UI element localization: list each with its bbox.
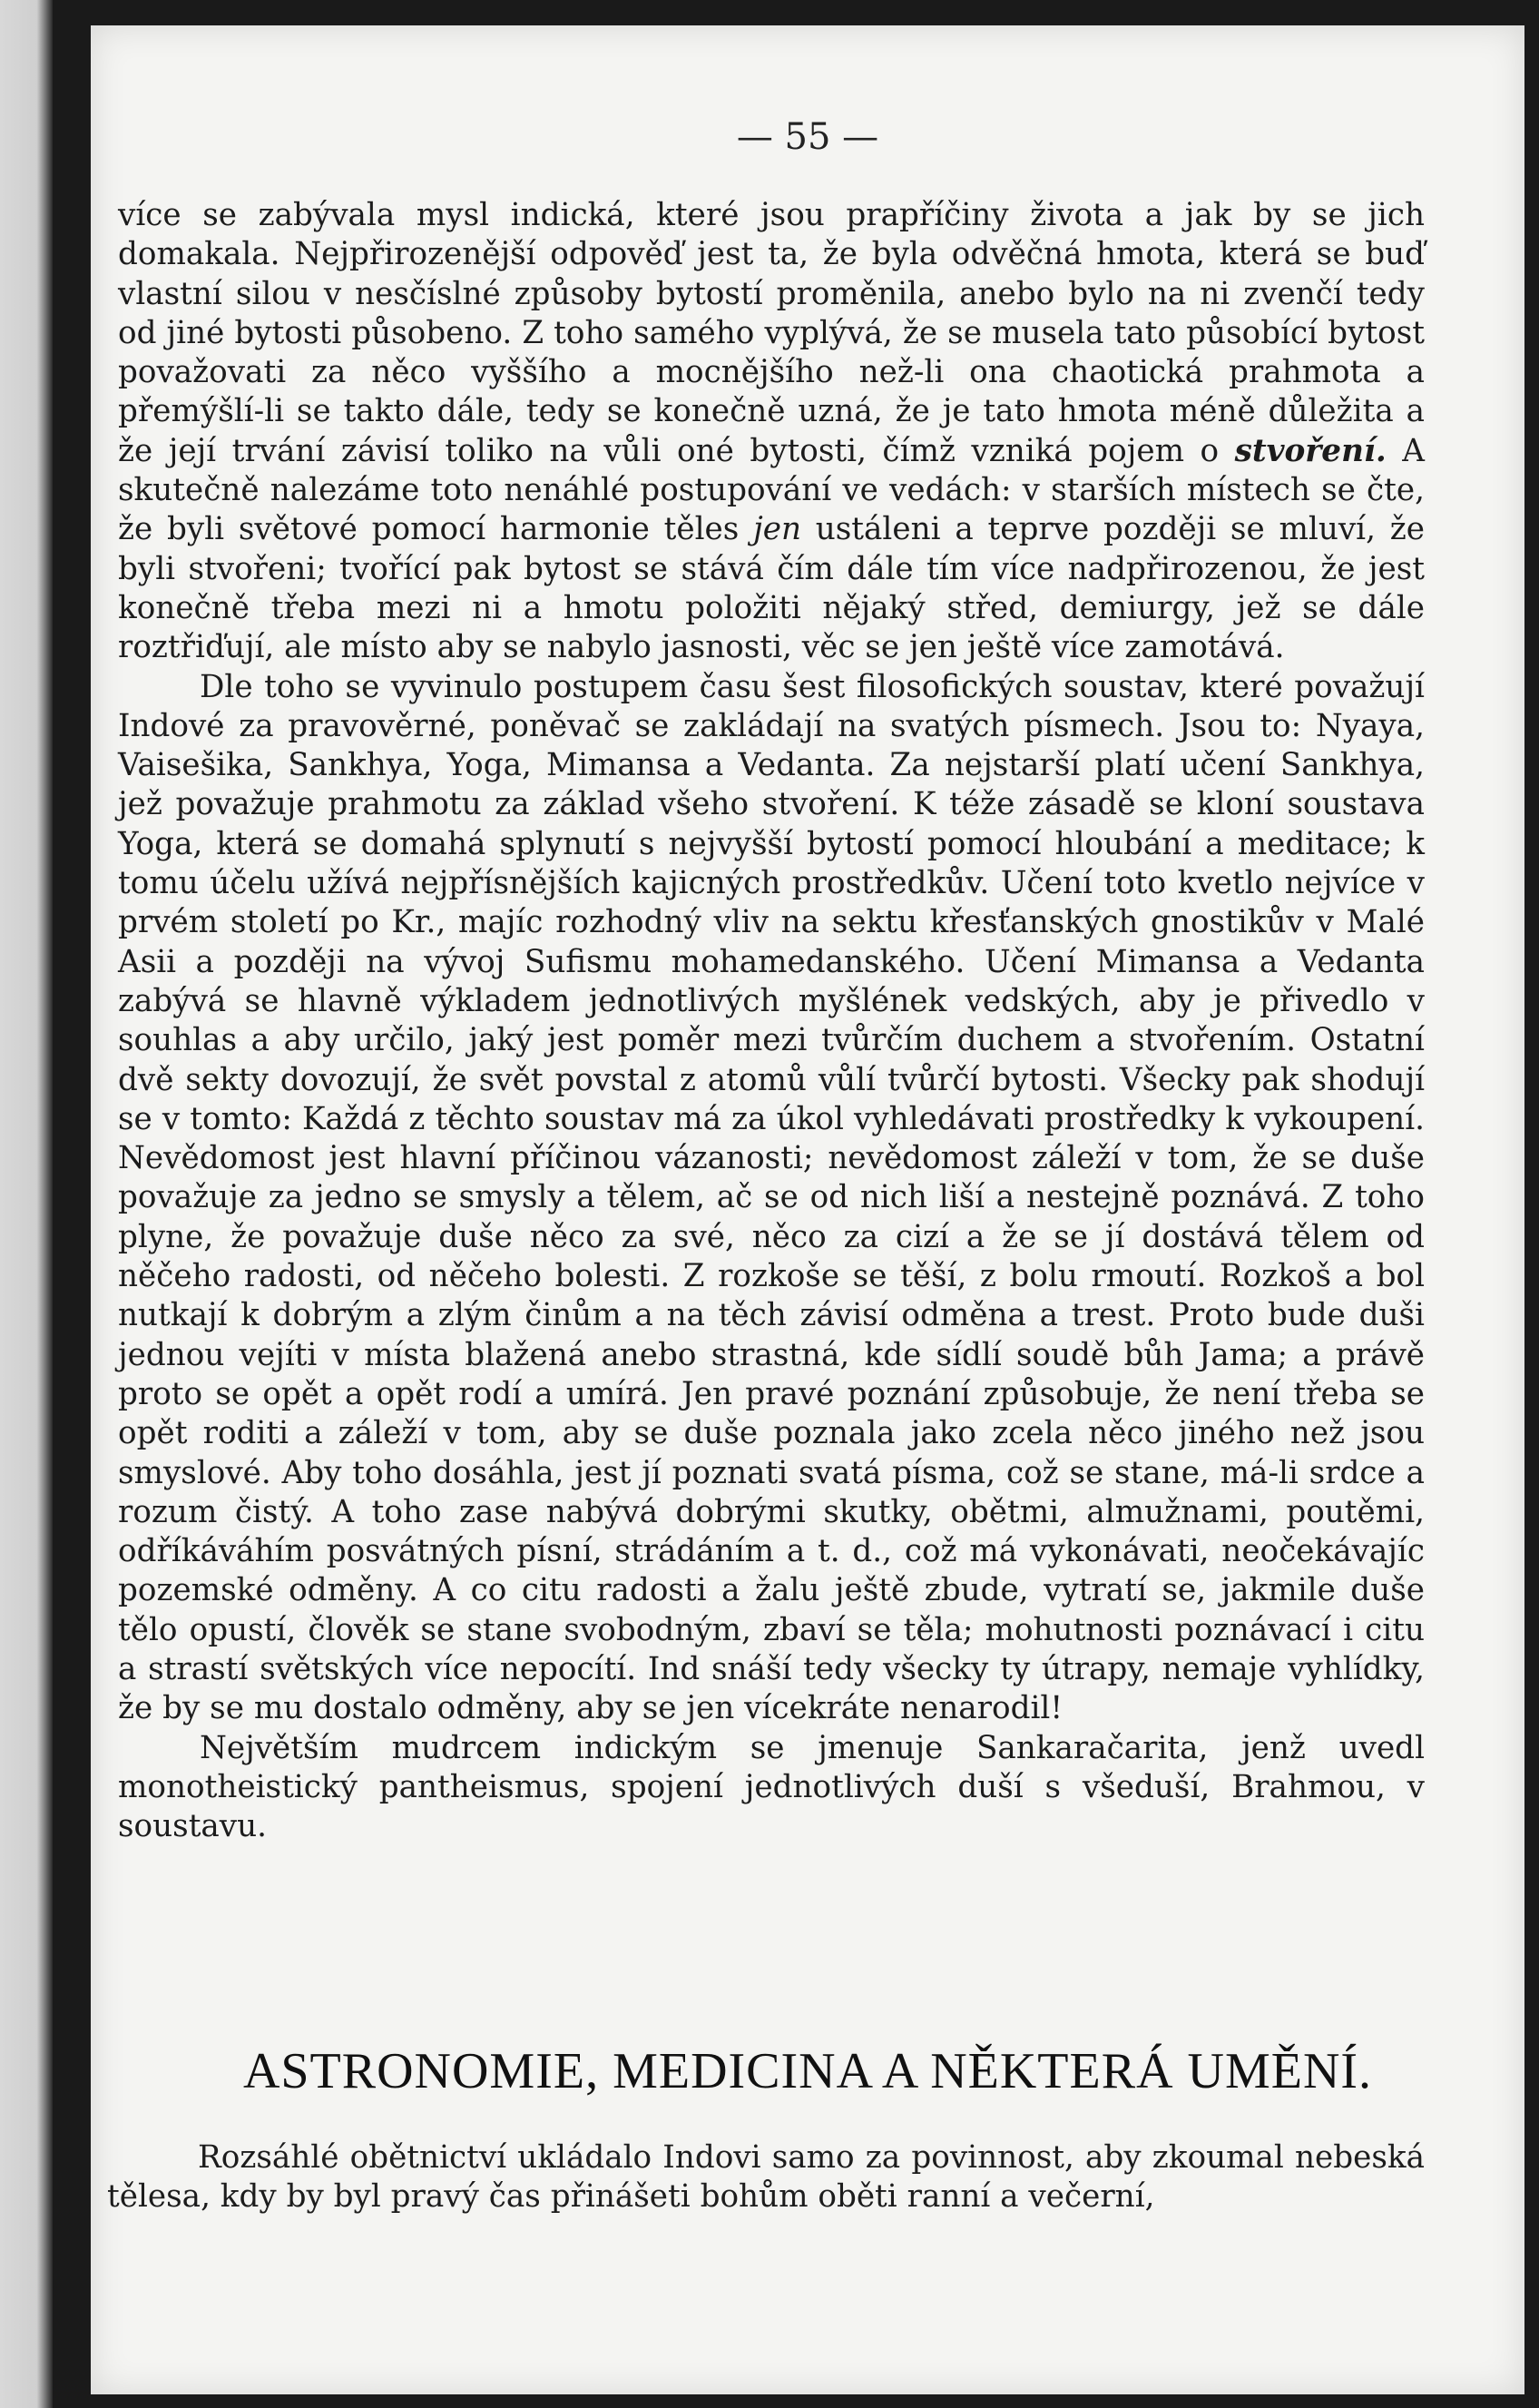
scan-margin [0, 0, 53, 2408]
section-paragraph-1: Rozsáhlé obětnictví ukládalo Indovi samo za povinnost, aby zkoumal nebeská tělesa, kdy by byl pravý čas přinášeti bohům oběti ranní a večerní, [107, 2139, 1425, 2216]
paragraph-1-part-c: ustáleni a teprve později se mluví, že byli stvořeni; tvořící pak bytost se stává čím dále tím více nadpřirozenou, že jest konečně třeba mezi ni a hmotu položiti nějaký střed, demiurgy, jež se dále roztřiďují, ale místo aby se nabylo jasnosti, věc se jen ještě více zamotává. [118, 511, 1425, 666]
page-number: — 55 — [736, 116, 879, 158]
book-page [91, 25, 1524, 2394]
body-text [118, 196, 1425, 1846]
word-jen: jen [753, 511, 801, 548]
paragraph-1-part-b: A skutečně nalezáme toto nenáhlé postupování ve vedách: v starších místech se čte, že byli světové pomocí harmonie těles [118, 432, 1425, 548]
paragraph-2: Dle toho se vyvinulo postupem času šest filosofických soustav, které považují Indové za pravověrné, poněvač se zakládají na svatých písmech. Jsou to: Nyaya, Vaisešika, Sankhya, Yoga, Mimansa a Vedanta. Za nejstarší platí učení Sankhya, jež považuje prahmotu za základ všeho stvoření. K téže zásadě se kloní soustava Yoga, která se domahá splynutí s nejvyšší bytostí pomocí hloubání a meditace; k tomu účelu užívá nejpřísnějších kajicných prostředkův. Učení toto kvetlo nejvíce v prvém století po Kr., majíc rozhodný vliv na sektu křesťanských gnostikův v Malé Asii a později na vývoj Sufismu mohamedanského. Učení Mimansa a Vedanta zabývá se hlavně výkladem jednotlivých myšlének vedských, aby je přivedlo v souhlas a aby určilo, jaký jest poměr mezi tvůrčím duchem a stvořením. Ostatní dvě sekty dovozují, že svět povstal z atomů vůlí tvůrčí bytosti. Všecky pak shodují se v tomto: Každá z těchto soustav má za úkol vyhledávati prostředky k vykoupení. Nevědomost jest hlavní příčinou vázanosti; nevědomost záleží v tom, že se duše považuje za jedno se smysly a tělem, ač se od nich liší a nestejně poznává. Z toho plyne, že považuje duše něco za své, něco za cizí a že se jí dostává tělem od něčeho radosti, od něčeho bolesti. Z rozkoše se těší, z bolu rmoutí. Rozkoš a bol nutkají k dobrým a zlým činům a na těch závisí odměna a trest. Proto bude duši jednou vejíti v místa blažená anebo strastná, kde sídlí soudě bůh Jama; a právě proto se opět a opět rodí a umírá. Jen pravé poznání způsobuje, že není třeba se opět roditi a záleží v tom, aby se duše poznala jako zcela něco jiného než jsou smyslové. Aby toho dosáhla, jest jí poznati svatá písma, což se stane, má-li srdce a rozum čistý. A toho zase nabývá dobrými skutky, obětmi, almužnami, poutěmi, odříkáváhím posvátných písní, strádáním a t. d., což má vykonávati, neočekávajíc pozemské odměny. A co citu radosti a žalu ještě zbude, vytratí se, jakmile duše tělo opustí, člověk se stane svobodným, zbaví se těla; mohutnosti poznávací i citu a strastí světských více nepocítí. Ind snáší tedy všecky ty útrapy, nemaje vyhlídky, že by se mu dostalo odměny, aby se jen vícekráte nenarodil! [118, 668, 1425, 1727]
paragraph-1 [118, 196, 1425, 668]
section-body-text [107, 2138, 1425, 2217]
paragraph-1-part-a: více se zabývala mysl indická, které jsou prapříčiny života a jak by se jich domakala. Nejpřirozenější odpověď jest ta, že byla odvěčná hmota, která se buď vlastní silou v nesčíslné způsoby bytostí proměnila, anebo bylo na ni zvenčí tedy od jiné bytosti působeno. Z toho samého vyplývá, že se musela tato působící bytost považovati za něco vyššího a mocnějšího než-li ona chaotická prahmota a přemýšlí-li se takto dále, tedy se konečně uzná, že je tato hmota méně důležita a že její trvání závisí toliko na vůli oné bytosti, čímž vzniká pojem o [118, 197, 1425, 469]
term-stvoreni: stvoření. [1234, 432, 1387, 469]
paragraph-3: Největším mudrcem indickým se jmenuje Sankaračarita, jenž uvedl monotheistický pantheismus, spojení jednotlivých duší s všeduší, Brahmou, v soustavu. [118, 1729, 1425, 1845]
section-heading: ASTRONOMIE, MEDICINA A NĚKTERÁ UMĚNÍ. [242, 2043, 1373, 2099]
